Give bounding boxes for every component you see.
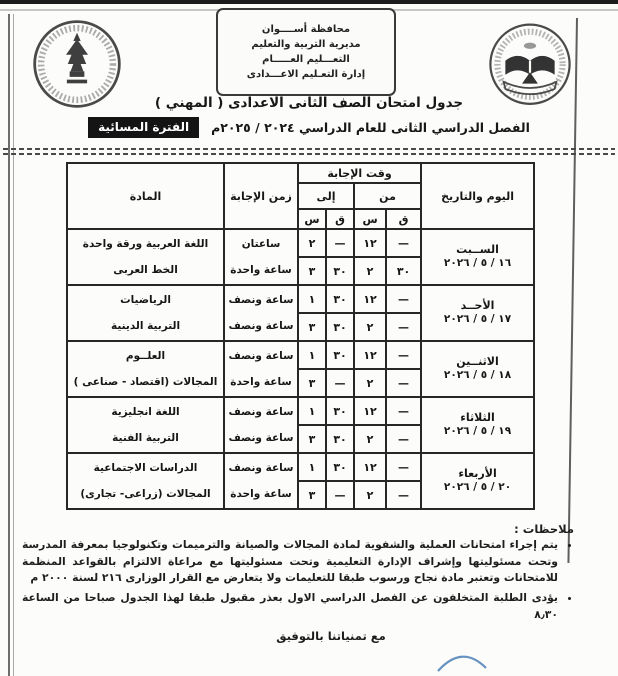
from-hours-cell: ١٢ — [354, 453, 386, 481]
to-minutes-cell: — — [326, 229, 354, 257]
subject-cell — [67, 285, 224, 341]
to-hours-cell: ١ — [298, 453, 326, 481]
from-hours-cell: ٢ — [354, 257, 386, 285]
top-rule — [0, 0, 618, 4]
duration-line: ساعة واحدة — [230, 376, 292, 388]
from-hours-cell: ٢ — [354, 481, 386, 509]
from-hours-cell: ١٢ — [354, 229, 386, 257]
to-minutes-cell: ٣٠ — [326, 313, 354, 341]
subject-line: المجالات (اقتصاد - صناعى ) — [73, 376, 218, 388]
subject-line: اللغة انجليزية — [111, 406, 180, 418]
blue-stamp-arc — [436, 650, 488, 676]
subject-cell — [67, 229, 224, 285]
to-hours-cell: ٣ — [298, 369, 326, 397]
to-hours-cell: ٣ — [298, 425, 326, 453]
table-row-wednesday — [67, 453, 534, 481]
to-hours-cell: ٢ — [298, 229, 326, 257]
from-hours-cell: ٢ — [354, 425, 386, 453]
exam-schedule-table — [66, 162, 535, 510]
subtitle-row — [0, 117, 618, 138]
from-hours-cell: ١٢ — [354, 285, 386, 313]
subject-cell — [67, 397, 224, 453]
col-header-to: إلى — [298, 183, 354, 209]
day-name: الثلاثاء — [460, 411, 495, 425]
subject-line: الخط العربى — [113, 264, 178, 276]
to-minutes-cell: ٣٠ — [326, 341, 354, 369]
day-date: ١٨ / ٥ / ٢٠٢٦ — [443, 369, 512, 382]
general-education-line: التعـــليم العـــــام — [262, 54, 350, 65]
subject-line: الدراسات الاجتماعية — [93, 462, 198, 474]
notes-label: ملاحظات : — [514, 522, 574, 536]
from-minutes-cell: — — [386, 397, 421, 425]
to-minutes-cell: — — [326, 369, 354, 397]
day-name: الأحــد — [460, 299, 495, 313]
col-header-to-hours: س — [298, 209, 326, 229]
subject-line: التربية الدينية — [110, 320, 181, 332]
notes-section — [22, 522, 574, 627]
prep-admin-line: إدارة التعـليم الاعـــدادى — [246, 69, 366, 80]
duration-line: ساعة ونصف — [228, 320, 294, 332]
duration-cell — [224, 453, 298, 509]
duration-line: ساعة ونصف — [228, 294, 294, 306]
day-name: الأربعاء — [458, 467, 497, 481]
day-date: ١٧ / ٥ / ٢٠٢٦ — [443, 313, 512, 326]
duration-line: ساعة واحدة — [230, 488, 292, 500]
day-date: ١٦ / ٥ / ٢٠٢٦ — [443, 257, 512, 270]
from-minutes-cell: — — [386, 453, 421, 481]
duration-cell — [224, 285, 298, 341]
subject-line: التربية الفنية — [112, 432, 179, 444]
subject-cell — [67, 341, 224, 397]
day-date: ٢٠ / ٥ / ٢٠٢٦ — [443, 481, 512, 494]
day-date-cell — [421, 453, 534, 509]
from-minutes-cell: — — [386, 481, 421, 509]
col-header-from: من — [354, 183, 421, 209]
duration-line: ساعة ونصف — [228, 350, 294, 362]
page-frame-left — [8, 14, 10, 676]
col-header-subject: المادة — [67, 163, 224, 229]
duration-line: ساعة واحدة — [230, 264, 292, 276]
to-minutes-cell: ٣٠ — [326, 425, 354, 453]
from-minutes-cell: — — [386, 341, 421, 369]
duration-line: ساعة ونصف — [228, 462, 294, 474]
page-title: جدول امتحان الصف الثانى الاعدادى ( المهني ) — [154, 95, 464, 111]
day-date-cell — [421, 229, 534, 285]
subject-line: الرياضيات — [120, 294, 171, 306]
note-item: • يؤدى الطلبة المتخلفون عن الفصل الدراسي الاول بعذر مقبول طبقا لهذا الجدول صباحا من الساعة ٨٫٣٠ — [22, 590, 558, 623]
subject-line: اللغة العربية ورقة واحدة — [82, 238, 209, 250]
day-date-cell — [421, 341, 534, 397]
to-hours-cell: ٣ — [298, 257, 326, 285]
to-hours-cell: ٣ — [298, 313, 326, 341]
day-name: الســبت — [456, 243, 499, 257]
to-hours-cell: ١ — [298, 285, 326, 313]
duration-cell — [224, 341, 298, 397]
note-item: • يتم إجراء امتحانات العملية والشفوية لمادة المجالات والصيانة والترميمات وتكنولوجيا بمعرفة المدرسة وتحت مسئوليتها وإشراف الإدارة التعليمية وتحت مسئوليتها مع مراعاة الالتزام بالقواعد المنظمة للامتحانات وتعتبر مادة نجاح ورسوب طبقا للتعليمات ولا يتعارض مع القرار الوزارى ٢١٦ لسنة ٢٠٠٠ م — [22, 537, 558, 587]
col-header-answer-time: وقت الإجابة — [298, 163, 421, 183]
to-hours-cell: ١ — [298, 341, 326, 369]
table-row-sunday — [67, 285, 534, 313]
from-minutes-cell: — — [386, 369, 421, 397]
to-minutes-cell: — — [326, 481, 354, 509]
from-hours-cell: ١٢ — [354, 341, 386, 369]
subject-line: المجالات (زراعى- تجارى) — [80, 488, 211, 500]
from-minutes-cell: — — [386, 285, 421, 313]
to-minutes-cell: ٣٠ — [326, 453, 354, 481]
directorate-line: مديرية التربية والتعليم — [251, 39, 361, 50]
dashed-separator — [3, 148, 615, 156]
col-header-duration: زمن الإجابة — [224, 163, 298, 229]
to-minutes-cell: ٣٠ — [326, 397, 354, 425]
from-minutes-cell: ٣٠ — [386, 257, 421, 285]
subject-cell — [67, 453, 224, 509]
col-header-day-date: اليوم والتاريخ — [421, 163, 534, 229]
from-hours-cell: ١٢ — [354, 397, 386, 425]
to-hours-cell: ١ — [298, 397, 326, 425]
to-minutes-cell: ٣٠ — [326, 285, 354, 313]
to-hours-cell: ٣ — [298, 481, 326, 509]
duration-line: ساعة ونصف — [228, 406, 294, 418]
notes-list — [22, 537, 574, 624]
duration-line: ساعتان — [241, 238, 281, 250]
col-header-from-hours: س — [354, 209, 386, 229]
table-row-monday — [67, 341, 534, 369]
duration-cell — [224, 229, 298, 285]
from-minutes-cell: — — [386, 313, 421, 341]
from-hours-cell: ٢ — [354, 313, 386, 341]
day-date-cell — [421, 397, 534, 453]
page-frame-left-inner — [13, 14, 14, 676]
from-minutes-cell: — — [386, 425, 421, 453]
to-minutes-cell: ٣٠ — [326, 257, 354, 285]
day-date: ١٩ / ٥ / ٢٠٢٦ — [443, 425, 512, 438]
day-date-cell — [421, 285, 534, 341]
governorate-line: محافظة أســــوان — [261, 24, 351, 35]
table-row-saturday — [67, 229, 534, 257]
from-minutes-cell: — — [386, 229, 421, 257]
subject-line: العلــوم — [125, 350, 166, 362]
duration-line: ساعة ونصف — [228, 432, 294, 444]
col-header-to-minutes: ق — [326, 209, 354, 229]
day-name: الاثنــين — [456, 355, 499, 369]
from-hours-cell: ٢ — [354, 369, 386, 397]
period-badge: الفترة المسائية — [88, 117, 199, 138]
col-header-from-minutes: ق — [386, 209, 421, 229]
table-row-tuesday — [67, 397, 534, 425]
duration-cell — [224, 397, 298, 453]
term-line: الفصل الدراسي الثانى للعام الدراسي ٢٠٢٤ / ٢٠٢٥م — [211, 120, 530, 135]
department-header-box — [216, 8, 396, 96]
closing-wishes: مع تمنياتنا بالتوفيق — [276, 629, 386, 643]
